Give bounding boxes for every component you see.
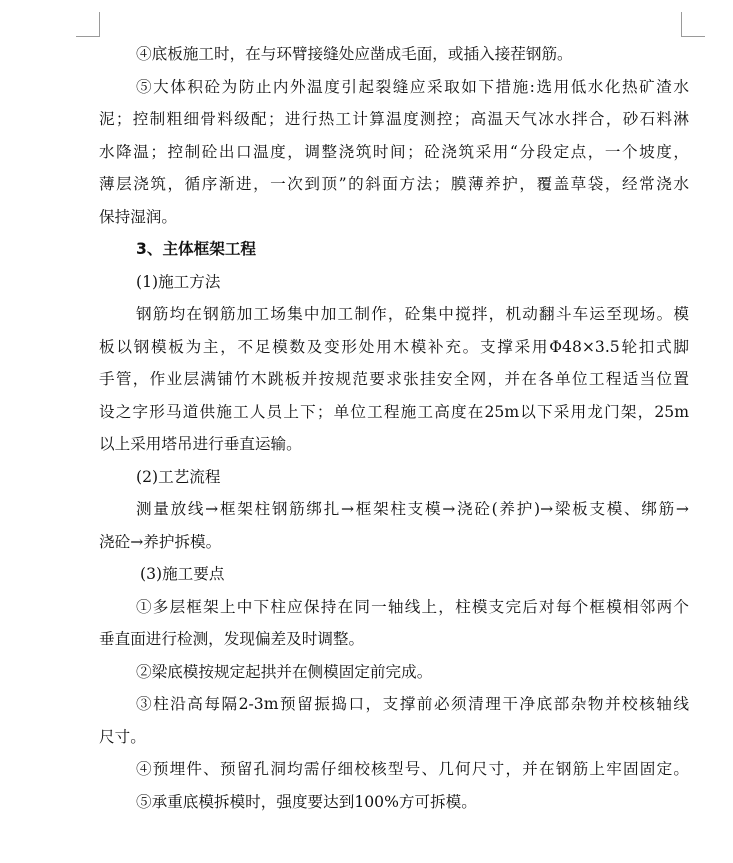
paragraph-line: 浇砼→养护拆模。 bbox=[99, 532, 222, 551]
paragraph-line: 水降温；控制砼出口温度，调整浇筑时间；砼浇筑采用“分段定点，一个坡度， bbox=[99, 142, 689, 161]
paragraph-line: 手管，作业层满铺竹木跳板并按规范要求张挂安全网，并在各单位工程适当位置 bbox=[99, 370, 689, 388]
crop-mark-top-right bbox=[681, 12, 682, 36]
paragraph-line: 测量放线→框架柱钢筋绑扎→框架柱支模→浇砼(养护)→梁板支模、绑筋→ bbox=[136, 500, 689, 518]
crop-mark-top-left bbox=[99, 12, 100, 36]
paragraph-line: ③柱沿高每隔2-3m预留振捣口，支撑前必须清理干净底部杂物并校核轴线 bbox=[136, 695, 689, 713]
paragraph-line: ①多层框架上中下柱应保持在同一轴线上，柱模支完后对每个框模相邻两个 bbox=[136, 597, 689, 616]
subheading: (3)施工要点 bbox=[140, 565, 225, 583]
paragraph-line: ④底板施工时，在与环臂接缝处应凿成毛面，或插入接茬钢筋。 bbox=[136, 45, 573, 63]
crop-mark-top-left bbox=[76, 36, 100, 37]
paragraph-line: 板以钢模板为主，不足模数及变形处用木模补充。支撑采用Φ48×3.5轮扣式脚 bbox=[99, 337, 689, 356]
paragraph-line: ②梁底模按规定起拱并在侧模固定前完成。 bbox=[136, 662, 433, 681]
paragraph-line: ⑤承重底模拆模时，强度要达到100%方可拆模。 bbox=[136, 792, 477, 811]
paragraph-line: ⑤大体积砼为防止内外温度引起裂缝应采取如下措施:选用低水化热矿渣水 bbox=[136, 77, 689, 96]
paragraph-line: 以上采用塔吊进行垂直运输。 bbox=[99, 435, 302, 453]
paragraph-line: 保持湿润。 bbox=[99, 207, 177, 226]
paragraph-line: 设之字形马道供施工人员上下；单位工程施工高度在25m以下采用龙门架，25m bbox=[99, 402, 689, 421]
document-body bbox=[99, 38, 689, 818]
section-heading: 3、主体框架工程 bbox=[136, 240, 257, 258]
subheading: (1)施工方法 bbox=[136, 272, 221, 291]
crop-mark-top-right bbox=[681, 36, 705, 37]
paragraph-line: 钢筋均在钢筋加工场集中加工制作，砼集中搅拌，机动翻斗车运至现场。模 bbox=[136, 305, 689, 323]
paragraph-line: 薄层浇筑，循序渐进，一次到顶”的斜面方法；膜薄养护，覆盖草袋，经常浇水 bbox=[99, 175, 689, 193]
paragraph-line: 垂直面进行检测，发现偏差及时调整。 bbox=[99, 630, 365, 648]
paragraph-line: 泥；控制粗细骨料级配；进行热工计算温度测控；高温天气冰水拌合，砂石料淋 bbox=[99, 110, 689, 128]
subheading: (2)工艺流程 bbox=[136, 467, 221, 486]
paragraph-line: ④预埋件、预留孔洞均需仔细校核型号、几何尺寸，并在钢筋上牢固固定。 bbox=[136, 760, 689, 778]
paragraph-line: 尺寸。 bbox=[99, 727, 146, 746]
